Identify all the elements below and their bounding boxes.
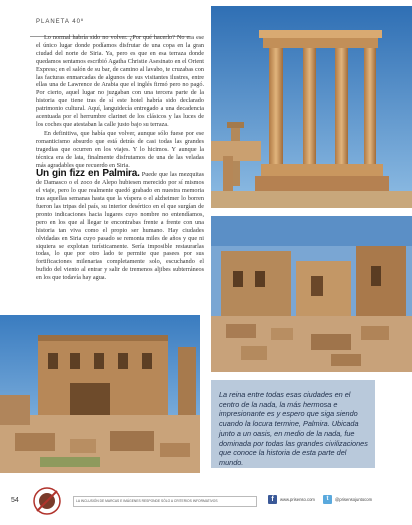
section-paragraph — [36, 170, 204, 282]
facebook-link[interactable]: www.prisenso.com — [280, 497, 315, 502]
paragraph: Lo normal habría sido no volver. ¿Por qué hacerlo? No era ese el único lugar donde podíamos disfrutar de una copa en la gran ciudad del norte de Siria. Ya, pero es que en esa terraza donde quedamos sentamos escribió Agatha Christie Asesinato en el Orient Express; en el salón de su bar, de camino al lavabo, te cruzabas con las facturas enmarcadas de algunos de sus visitantes ilustres, entre ellas una de Lawrence de Arabia que el inglés firmó pero no pagó. Por cierto, aquel lugar no juzgaban con una tercera parte de la historia que tiene tras de sí este hotel habría sido declarado patrimonio cultural. Aquí, languidecía entregado a una decadencia acentuada por el herrumbre clarinet de los clásicos y las luces de los coches que atestaban la calle justo bajo su terraza. — [36, 34, 204, 128]
ancient-building-photo — [0, 315, 200, 473]
section-heading: Un gin fizz en Palmira. — [36, 168, 140, 180]
twitter-icon[interactable]: t — [323, 495, 332, 504]
magazine-stamp-logo-icon — [33, 487, 61, 515]
section-text: Puede que las mezquitas de Damasco o el zoco de Alepo hubiesen merecido por sí mismos el viaje, pero lo que realmente quedó grabado en nuestra memoria tras aquellas semanas hasta que la víspera o el alzheimer lo borren fueron las tripas del país, su interior desértico en el que surgían de pronto indicaciones hacia lugares cuyo nombre no entendíamos, pero en los que al llegar te encontrabas frente a frente con una historia tan viva como el propio ser humano. Hay ciudades olvidadas en Siria cuyo pasado se remonta miles de años y que ni siquiera se explotan turísticamente. Sería imposible restaurarlas todas, lo que por otro lado te permite que pasees por sus fortificaciones milenarias completamente solo, escuchando el bufido del viento al entrar y salir de tremenos aljibes subterráneos en los que todavía hay agua. — [36, 171, 205, 282]
section-title: PLANETA 40º — [36, 19, 85, 25]
ruins-photo — [211, 216, 412, 372]
paragraph: En definitiva, que había que volver, aunque sólo fuese por ese romanticismo absurdo que está detrás de casi todas las grandes tragedias que ocurren en los viajes. Y lo hicimos. Y aunque la técnica era de lata, finalmente disfrutamos de una de las veladas más agradables que recuerdo en Siria. — [36, 129, 204, 169]
facebook-icon[interactable]: f — [268, 495, 277, 504]
article-body — [36, 34, 204, 282]
palmyra-columns-photo — [211, 6, 412, 208]
disclaimer-text: LA INCLUSIÓN DE MARCAS E IMÁGENES RESPONDE SÓLO A CRITERIOS INFORMATIVOS — [73, 496, 257, 507]
twitter-link[interactable]: @prisensojuntocom — [335, 497, 373, 502]
page-number: 54 — [11, 497, 19, 504]
pull-quote: La reina entre todas esas ciudades en el centro de la nada, la más hermosa e impresionante es y espero que siga siendo cuando la locura termine, Palmira. Ubicada junto a un oasis, en medio de la nada, fue dominada por todas las grandes civilizaciones que conoce la historia de esta parte del mundo. — [219, 390, 368, 467]
